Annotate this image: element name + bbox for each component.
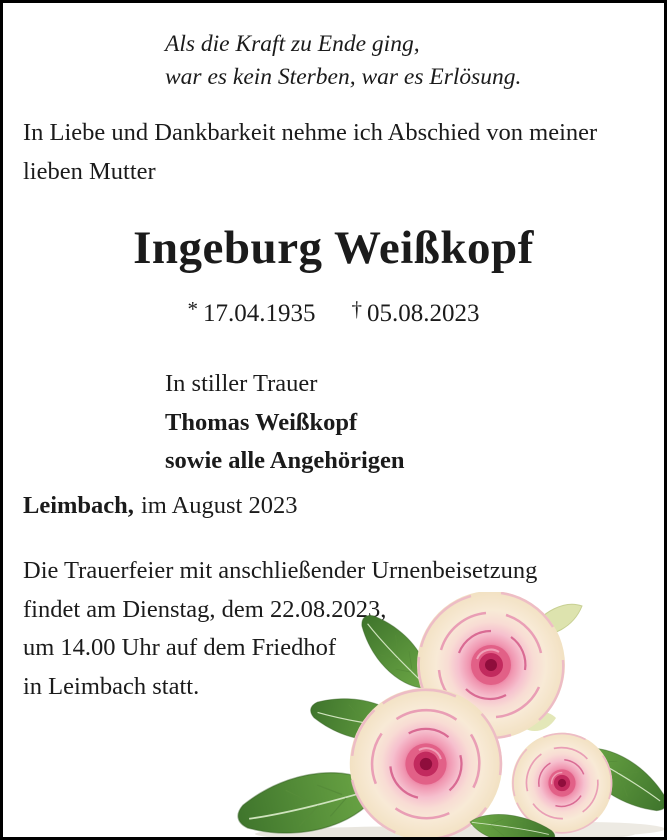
death-date-group [351,297,480,327]
intro-line-1: In Liebe und Dankbarkeit nehme ich Abschied von meiner [23,119,598,146]
intro-text [23,113,597,191]
birth-date: 17.04.1935 [203,300,316,327]
roses-image [230,592,667,840]
epigraph-line-1: Als die Kraft zu Ende ging, [165,31,420,57]
notice-line-3: um 14.00 Uhr auf dem Friedhof [23,634,336,661]
notice-line-2: findet am Dienstag, dem 22.08.2023, [23,595,387,623]
life-dates [3,297,664,328]
birth-date-group [187,297,316,327]
birth-symbol: * [187,297,198,321]
mourners-intro: In stiller Trauer [165,370,318,397]
mourners-extra: sowie alle Angehörigen [165,447,405,474]
epigraph [165,28,521,94]
deceased-name: Ingeburg Weißkopf [133,222,534,274]
place-date-line [23,492,297,520]
notice-line-4: in Leimbach statt. [23,672,200,700]
death-symbol: † [351,297,362,321]
mourners-block [165,365,405,481]
place-name: Leimbach, [23,492,134,519]
intro-line-2: lieben Mutter [23,158,156,185]
place-date-text: im August 2023 [140,492,298,519]
epigraph-line-2: war es kein Sterben, war es Erlösung. [165,64,522,90]
death-date: 05.08.2023 [367,300,480,327]
mourner-name: Thomas Weißkopf [165,408,358,436]
notice-line-1: Die Trauerfeier mit anschließender Urnenbeisetzung [23,557,538,584]
